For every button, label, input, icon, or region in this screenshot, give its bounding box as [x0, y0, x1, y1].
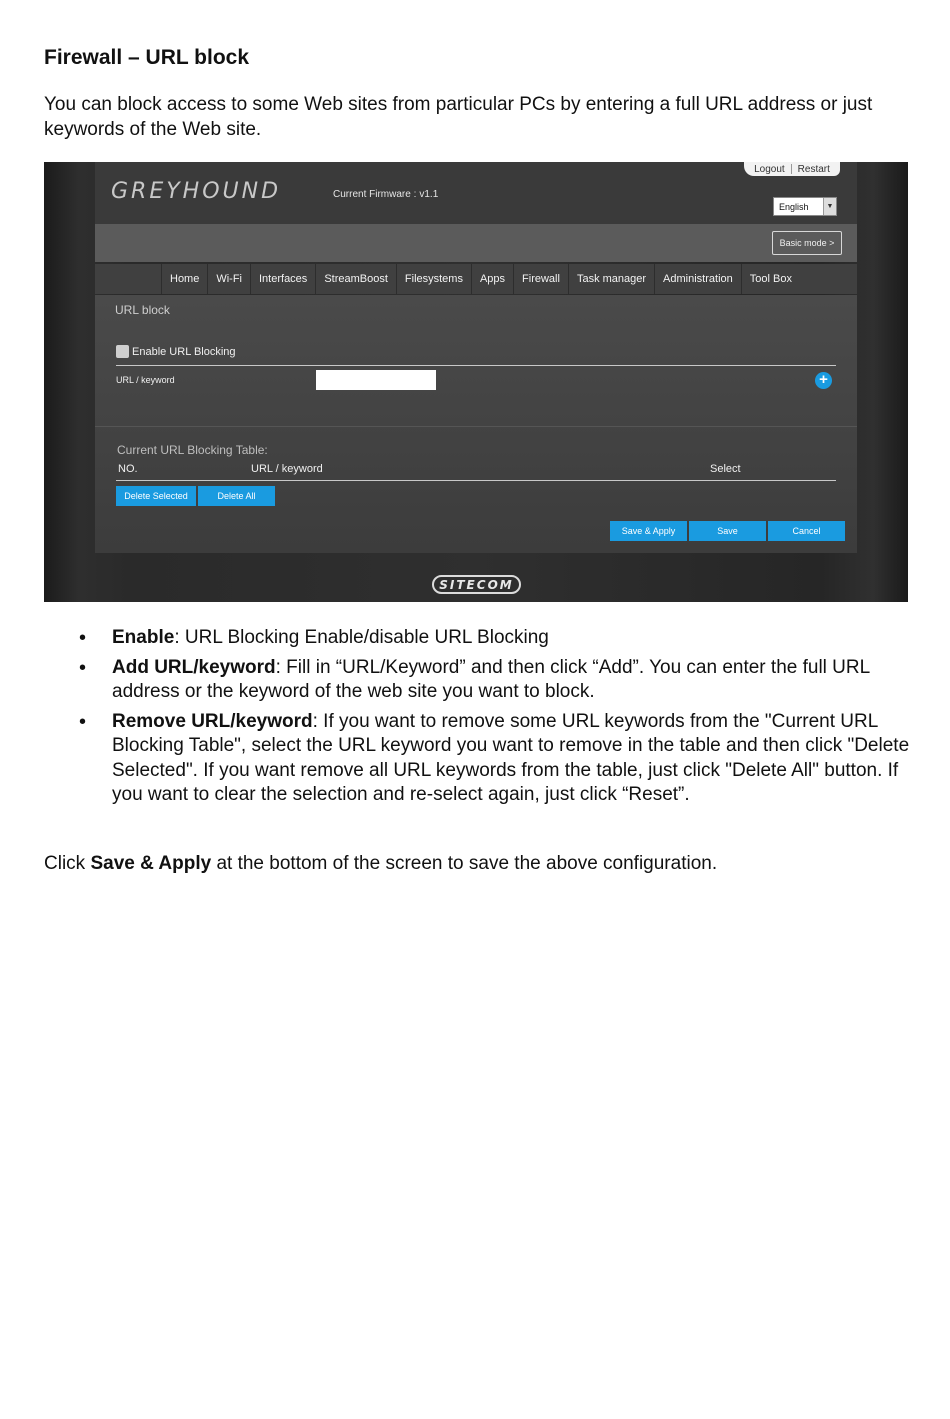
- save-apply-button[interactable]: Save & Apply: [610, 521, 687, 541]
- firmware-info: [333, 189, 438, 200]
- nav-item-wi-fi[interactable]: Wi-Fi: [207, 264, 250, 294]
- firmware-version: v1.1: [419, 189, 439, 200]
- divider: [116, 480, 836, 481]
- nav-item-streamboost[interactable]: StreamBoost: [315, 264, 396, 294]
- bullet-text: : Fill in “URL/Keyword” and then click “Add”. You can enter the full URL address or the keyword of the web site you want to block.: [112, 656, 870, 702]
- nav-spacer: [95, 264, 161, 294]
- enable-row: [116, 345, 236, 358]
- cancel-button[interactable]: Cancel: [768, 521, 845, 541]
- logout-link[interactable]: Logout: [754, 163, 785, 175]
- nav-item-administration[interactable]: Administration: [654, 264, 741, 294]
- nav-item-interfaces[interactable]: Interfaces: [250, 264, 315, 294]
- restart-link[interactable]: Restart: [797, 163, 830, 175]
- intro-paragraph: You can block access to some Web sites from particular PCs by entering a full URL address or just keywords of the Web site.: [44, 94, 873, 140]
- enable-checkbox[interactable]: [116, 345, 129, 358]
- router-screenshot: [44, 162, 908, 602]
- page-title: Firewall – URL block: [44, 46, 250, 69]
- nav-item-tool-box[interactable]: Tool Box: [741, 264, 800, 294]
- main-nav: [95, 264, 857, 294]
- closing-post: at the bottom of the screen to save the above configuration.: [211, 853, 718, 874]
- section-title: URL block: [115, 303, 170, 317]
- delete-selected-button[interactable]: Delete Selected: [116, 486, 196, 506]
- feature-list: [112, 626, 912, 813]
- closing-paragraph: [44, 851, 924, 876]
- url-keyword-label: URL / keyword: [116, 375, 175, 385]
- nav-item-firewall[interactable]: Firewall: [513, 264, 568, 294]
- column-header-no: NO.: [118, 463, 138, 475]
- bullet-term: Remove URL/keyword: [112, 710, 313, 732]
- language-select[interactable]: [773, 197, 837, 216]
- basic-mode-button[interactable]: Basic mode >: [772, 231, 842, 255]
- add-icon[interactable]: +: [815, 372, 832, 389]
- greyhound-logo: GREYHOUND: [111, 179, 282, 204]
- bullet-text: : If you want to remove some URL keywords from the "Current URL Blocking Table", select the URL keyword you want to remove in the table and then click "Delete Selected". If you want remove all URL keywords from the table, just click "Delete All" button. If you want to clear the selection and re-select again, just click “Reset”.: [112, 710, 910, 805]
- link-divider: [791, 164, 792, 174]
- table-title: Current URL Blocking Table:: [117, 443, 268, 457]
- column-header-url: URL / keyword: [251, 463, 323, 475]
- content-panel: [95, 295, 857, 553]
- nav-item-home[interactable]: Home: [161, 264, 207, 294]
- top-links: [744, 162, 840, 176]
- column-header-select: Select: [710, 463, 741, 475]
- bullet-text: : URL Blocking Enable/disable URL Blocking: [174, 627, 549, 648]
- closing-pre: Click: [44, 853, 91, 874]
- nav-item-apps[interactable]: Apps: [471, 264, 513, 294]
- nav-item-filesystems[interactable]: Filesystems: [396, 264, 471, 294]
- list-item: [112, 626, 912, 651]
- url-keyword-input[interactable]: [316, 370, 436, 390]
- list-item: [112, 656, 912, 705]
- firmware-label: Current Firmware :: [333, 189, 417, 200]
- save-button[interactable]: Save: [689, 521, 766, 541]
- language-value: English: [779, 201, 809, 212]
- sitecom-logo: SITECOM: [432, 575, 521, 594]
- enable-label: Enable URL Blocking: [132, 345, 236, 358]
- chevron-down-icon[interactable]: ▼: [823, 198, 836, 215]
- list-item: [112, 710, 912, 808]
- mode-bar: [95, 224, 857, 262]
- closing-bold: Save & Apply: [90, 853, 212, 874]
- bullet-term: Enable: [112, 627, 175, 648]
- divider: [116, 365, 836, 366]
- divider: [95, 426, 857, 427]
- bullet-term: Add URL/keyword: [112, 656, 276, 678]
- nav-item-task-manager[interactable]: Task manager: [568, 264, 654, 294]
- delete-all-button[interactable]: Delete All: [198, 486, 275, 506]
